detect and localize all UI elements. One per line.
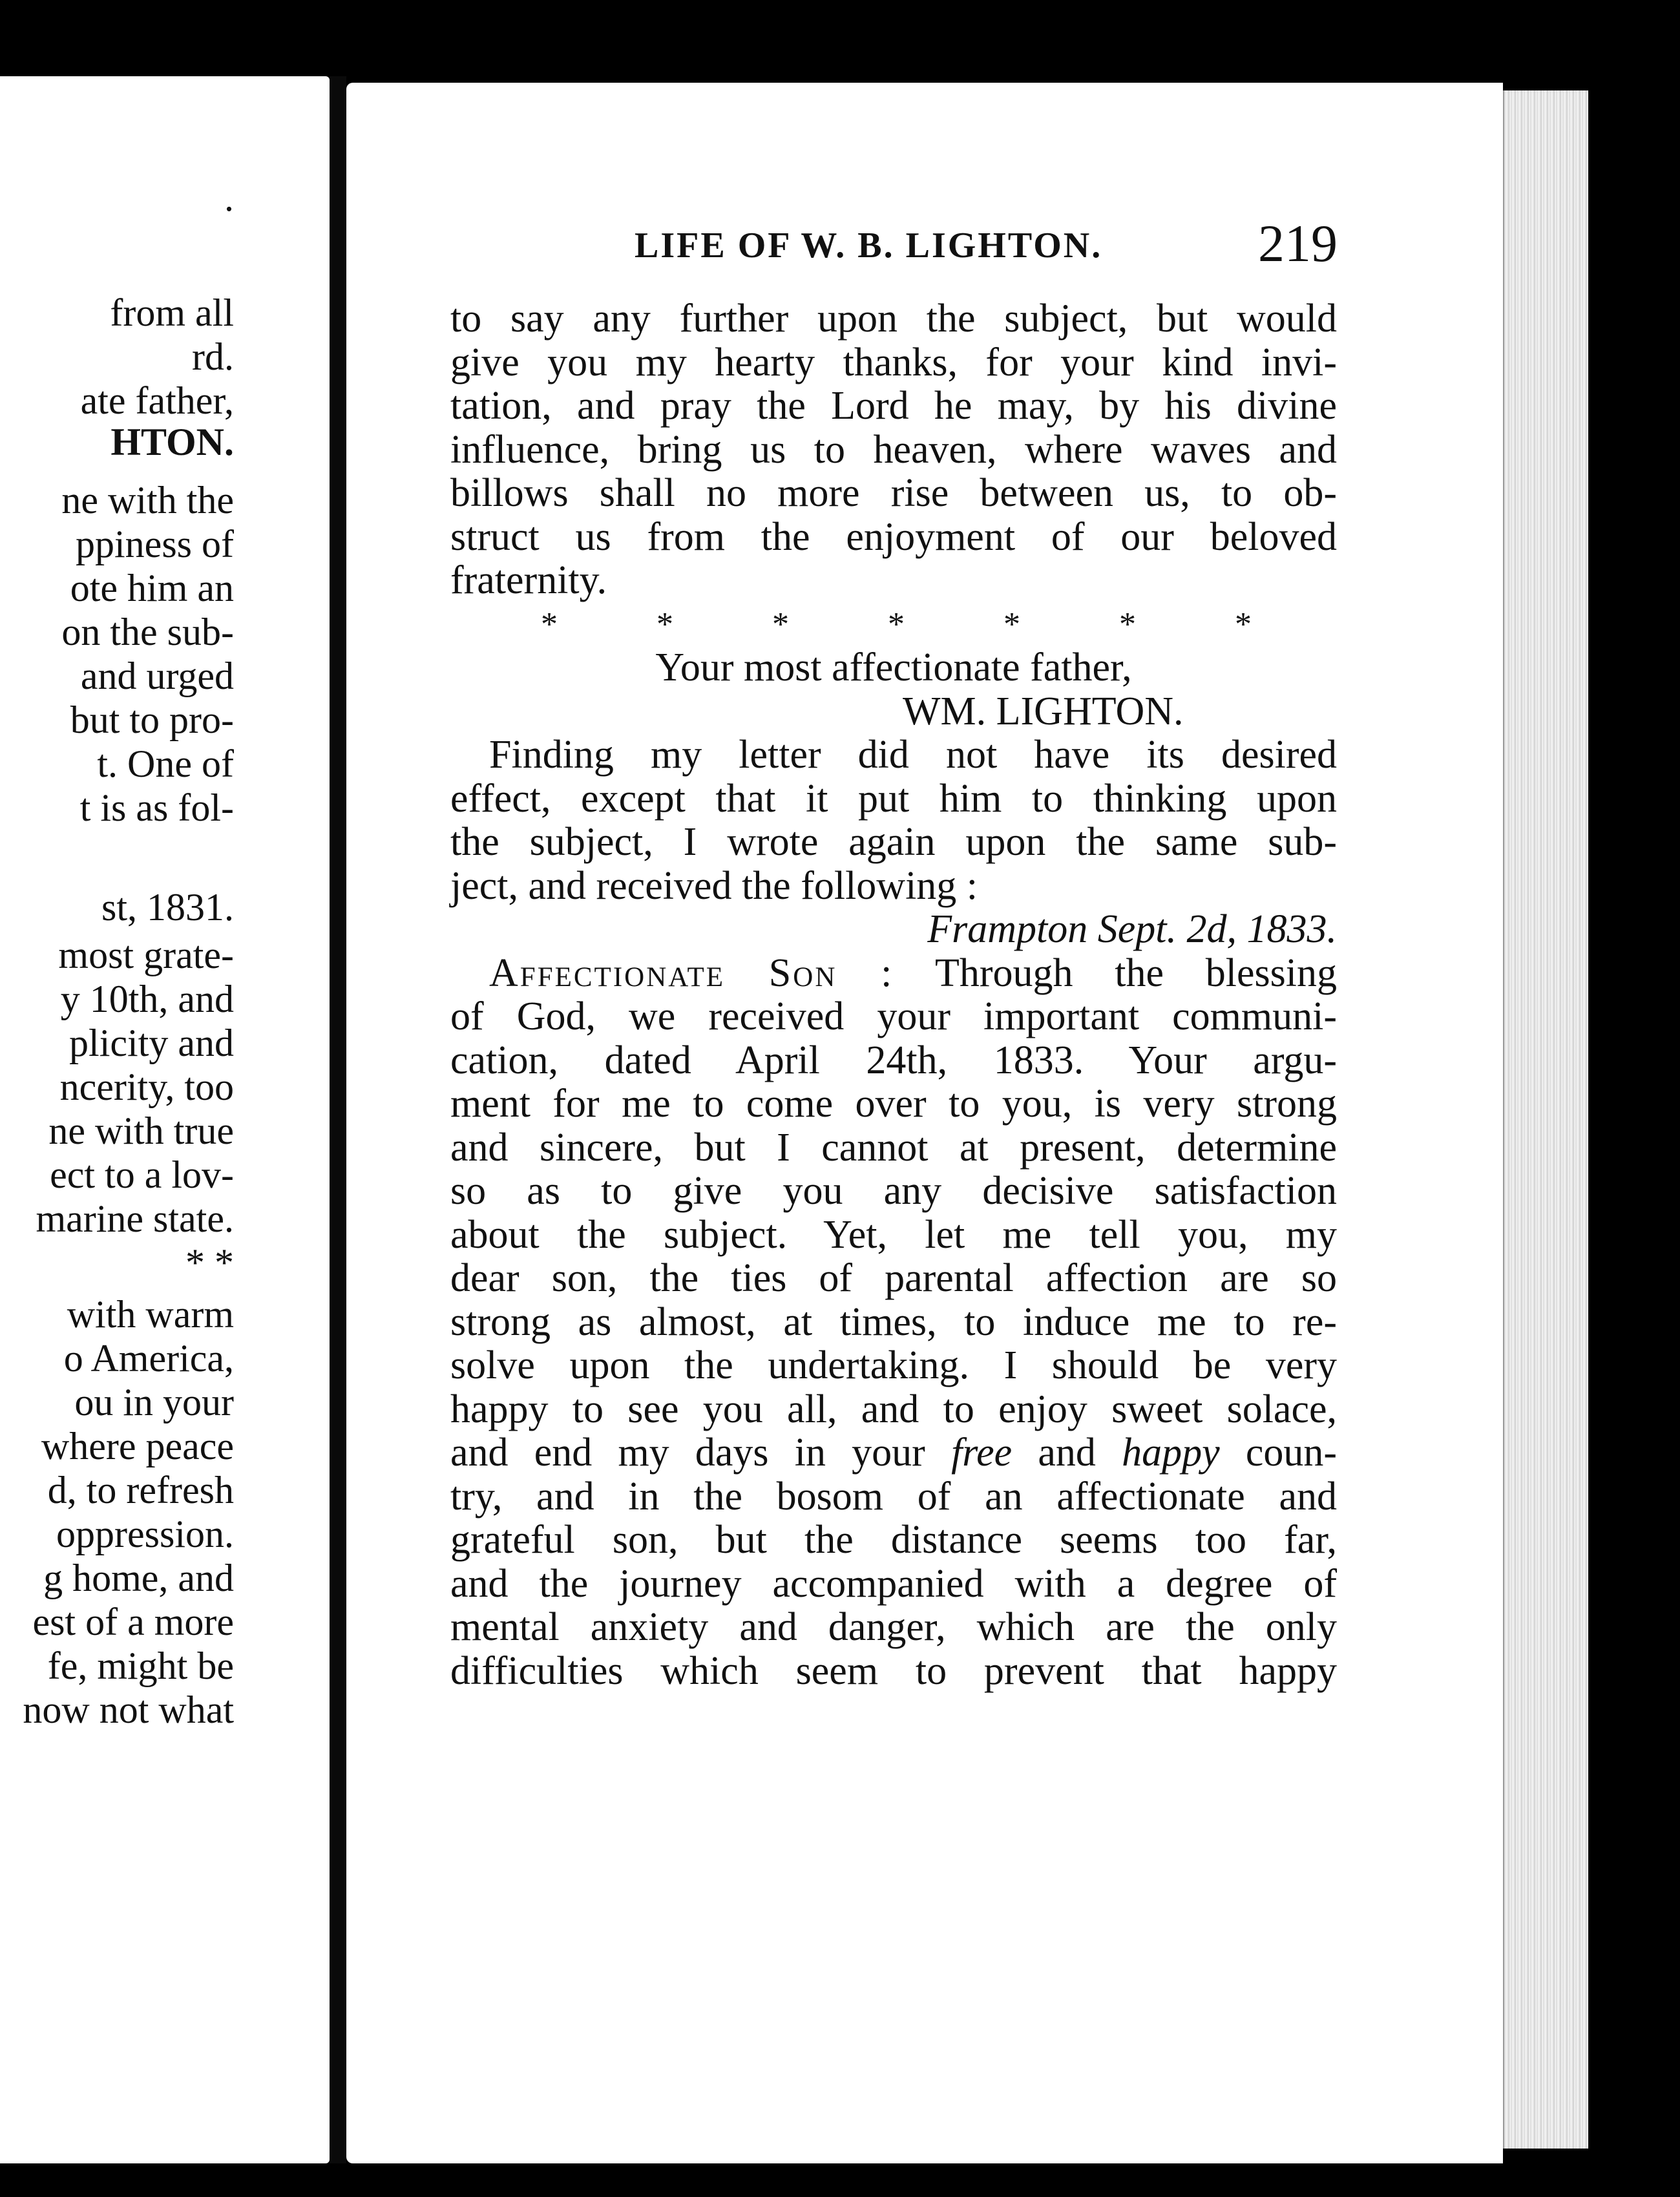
text-line: fraternity. bbox=[450, 558, 607, 602]
asterisk: * bbox=[541, 605, 558, 643]
italic-word-happy: happy bbox=[1122, 1431, 1220, 1475]
line-segment: coun- bbox=[1245, 1431, 1338, 1475]
text-line: struct us from the enjoyment of our beloved bbox=[450, 514, 1337, 559]
text-line: tation, and pray the Lord he may, by his divine bbox=[450, 384, 1337, 428]
text-line: happy to see you all, and to enjoy sweet solace, bbox=[450, 1387, 1337, 1431]
text-line: cation, dated April 24th, 1833. Your argu- bbox=[450, 1038, 1337, 1082]
left-page-line: where peace bbox=[41, 1425, 234, 1467]
line-segment: and bbox=[1038, 1431, 1096, 1475]
letter-signature: WM. LIGHTON. bbox=[903, 689, 1184, 733]
left-page-line: oppression. bbox=[56, 1513, 234, 1555]
left-page-line: t. One of bbox=[97, 742, 234, 785]
text-line: ment for me to come over to you, is very strong bbox=[450, 1082, 1337, 1126]
text-line: so as to give you any decisive satisfaction bbox=[450, 1169, 1337, 1213]
left-page-line: * * bbox=[185, 1241, 234, 1284]
text-line-free-happy bbox=[450, 1431, 1337, 1475]
left-page-line: ect to a lov- bbox=[50, 1153, 234, 1196]
left-page-line: ncerity, too bbox=[59, 1066, 234, 1108]
left-facing-page bbox=[0, 76, 330, 2163]
left-page-line: fe, might be bbox=[47, 1645, 234, 1687]
left-page-line: ne with true bbox=[48, 1109, 234, 1152]
text-line: Finding my letter did not have its desired bbox=[489, 733, 1337, 777]
left-page-line: ote him an bbox=[70, 567, 234, 609]
asterisk: * bbox=[772, 605, 789, 643]
text-line: influence, bring us to heaven, where waves and bbox=[450, 427, 1337, 472]
asterisk: * bbox=[1235, 605, 1252, 643]
left-page-line: rd. bbox=[192, 335, 234, 378]
left-page-line: ou in your bbox=[74, 1381, 234, 1424]
text-line: and the journey accompanied with a degree of bbox=[450, 1561, 1337, 1606]
salutation-line bbox=[450, 952, 1337, 996]
left-page-line: ppiness of bbox=[76, 523, 234, 565]
text-line: solve upon the undertaking. I should be very bbox=[450, 1343, 1337, 1387]
left-page-line: most grate- bbox=[58, 934, 234, 976]
asterisk: * bbox=[656, 605, 673, 643]
text-line: mental anxiety and danger, which are the only bbox=[450, 1605, 1337, 1649]
salutation-continuation: Through the blessing bbox=[935, 951, 1337, 995]
text-line: difficulties which seem to prevent that happy bbox=[450, 1648, 1337, 1693]
left-page-line: ate father, bbox=[80, 379, 234, 422]
text-line: to say any further upon the subject, but would bbox=[450, 297, 1337, 341]
text-line: give you my hearty thanks, for your kind invi- bbox=[450, 340, 1337, 384]
left-page-line: est of a more bbox=[32, 1601, 234, 1643]
paragraph-2 bbox=[450, 733, 1337, 908]
left-page-line: t is as fol- bbox=[79, 786, 234, 829]
text-line: and sincere, but I cannot at present, determine bbox=[450, 1125, 1337, 1170]
asterisk-divider bbox=[541, 603, 1252, 647]
left-page-line: ne with the bbox=[61, 479, 234, 521]
paragraph-1 bbox=[450, 297, 1337, 603]
line-segment: and end my days in your bbox=[450, 1431, 925, 1475]
page-edges bbox=[1503, 90, 1588, 2149]
text-line: effect, except that it put him to thinking upon bbox=[450, 776, 1337, 821]
asterisk: * bbox=[888, 605, 905, 643]
letter-dateline: Frampton Sept. 2d, 1833. bbox=[927, 907, 1337, 951]
left-page-line: and urged bbox=[80, 655, 234, 697]
paragraph-3-end bbox=[450, 1475, 1337, 1694]
left-page-line: . bbox=[224, 176, 234, 219]
left-page-line: st, 1831. bbox=[101, 886, 234, 929]
left-page-line: but to pro- bbox=[70, 699, 234, 741]
running-title: LIFE OF W. B. LIGHTON. bbox=[635, 226, 1103, 266]
letter-closing: Your most affectionate father, bbox=[655, 646, 1132, 689]
text-line: about the subject. Yet, let me tell you, my bbox=[450, 1212, 1337, 1257]
left-page-line: plicity and bbox=[69, 1022, 234, 1064]
left-page-line: now not what bbox=[23, 1688, 234, 1731]
asterisk: * bbox=[1003, 605, 1020, 643]
left-page-line: marine state. bbox=[36, 1197, 234, 1240]
left-page-line: g home, and bbox=[43, 1557, 234, 1599]
asterisk: * bbox=[1119, 605, 1136, 643]
left-page-line: with warm bbox=[67, 1293, 234, 1336]
left-page-line: from all bbox=[110, 291, 234, 334]
text-line: dear son, the ties of parental affection are so bbox=[450, 1256, 1337, 1300]
left-page-line: on the sub- bbox=[61, 611, 234, 653]
text-line: grateful son, but the distance seems too far, bbox=[450, 1518, 1337, 1562]
italic-word-free: free bbox=[951, 1431, 1013, 1475]
left-page-line: y 10th, and bbox=[60, 978, 234, 1020]
text-line: try, and in the bosom of an affectionate and bbox=[450, 1474, 1337, 1519]
left-page-line: o America, bbox=[63, 1337, 234, 1380]
paragraph-3 bbox=[450, 995, 1337, 1431]
page-text bbox=[450, 297, 1337, 1693]
left-page-line: d, to refresh bbox=[47, 1469, 234, 1511]
text-line: billows shall no more rise between us, to ob- bbox=[450, 471, 1337, 515]
text-line: strong as almost, at times, to induce me to re- bbox=[450, 1299, 1337, 1344]
salutation: Affectionate Son : bbox=[489, 951, 894, 995]
book-gutter bbox=[330, 76, 346, 2163]
text-line: of God, we received your important communi- bbox=[450, 994, 1337, 1038]
text-line: the subject, I wrote again upon the same sub- bbox=[450, 820, 1337, 864]
text-line: ject, and received the following : bbox=[450, 863, 978, 908]
left-page-line: HTON. bbox=[110, 421, 234, 463]
page-number: 219 bbox=[1258, 214, 1338, 273]
